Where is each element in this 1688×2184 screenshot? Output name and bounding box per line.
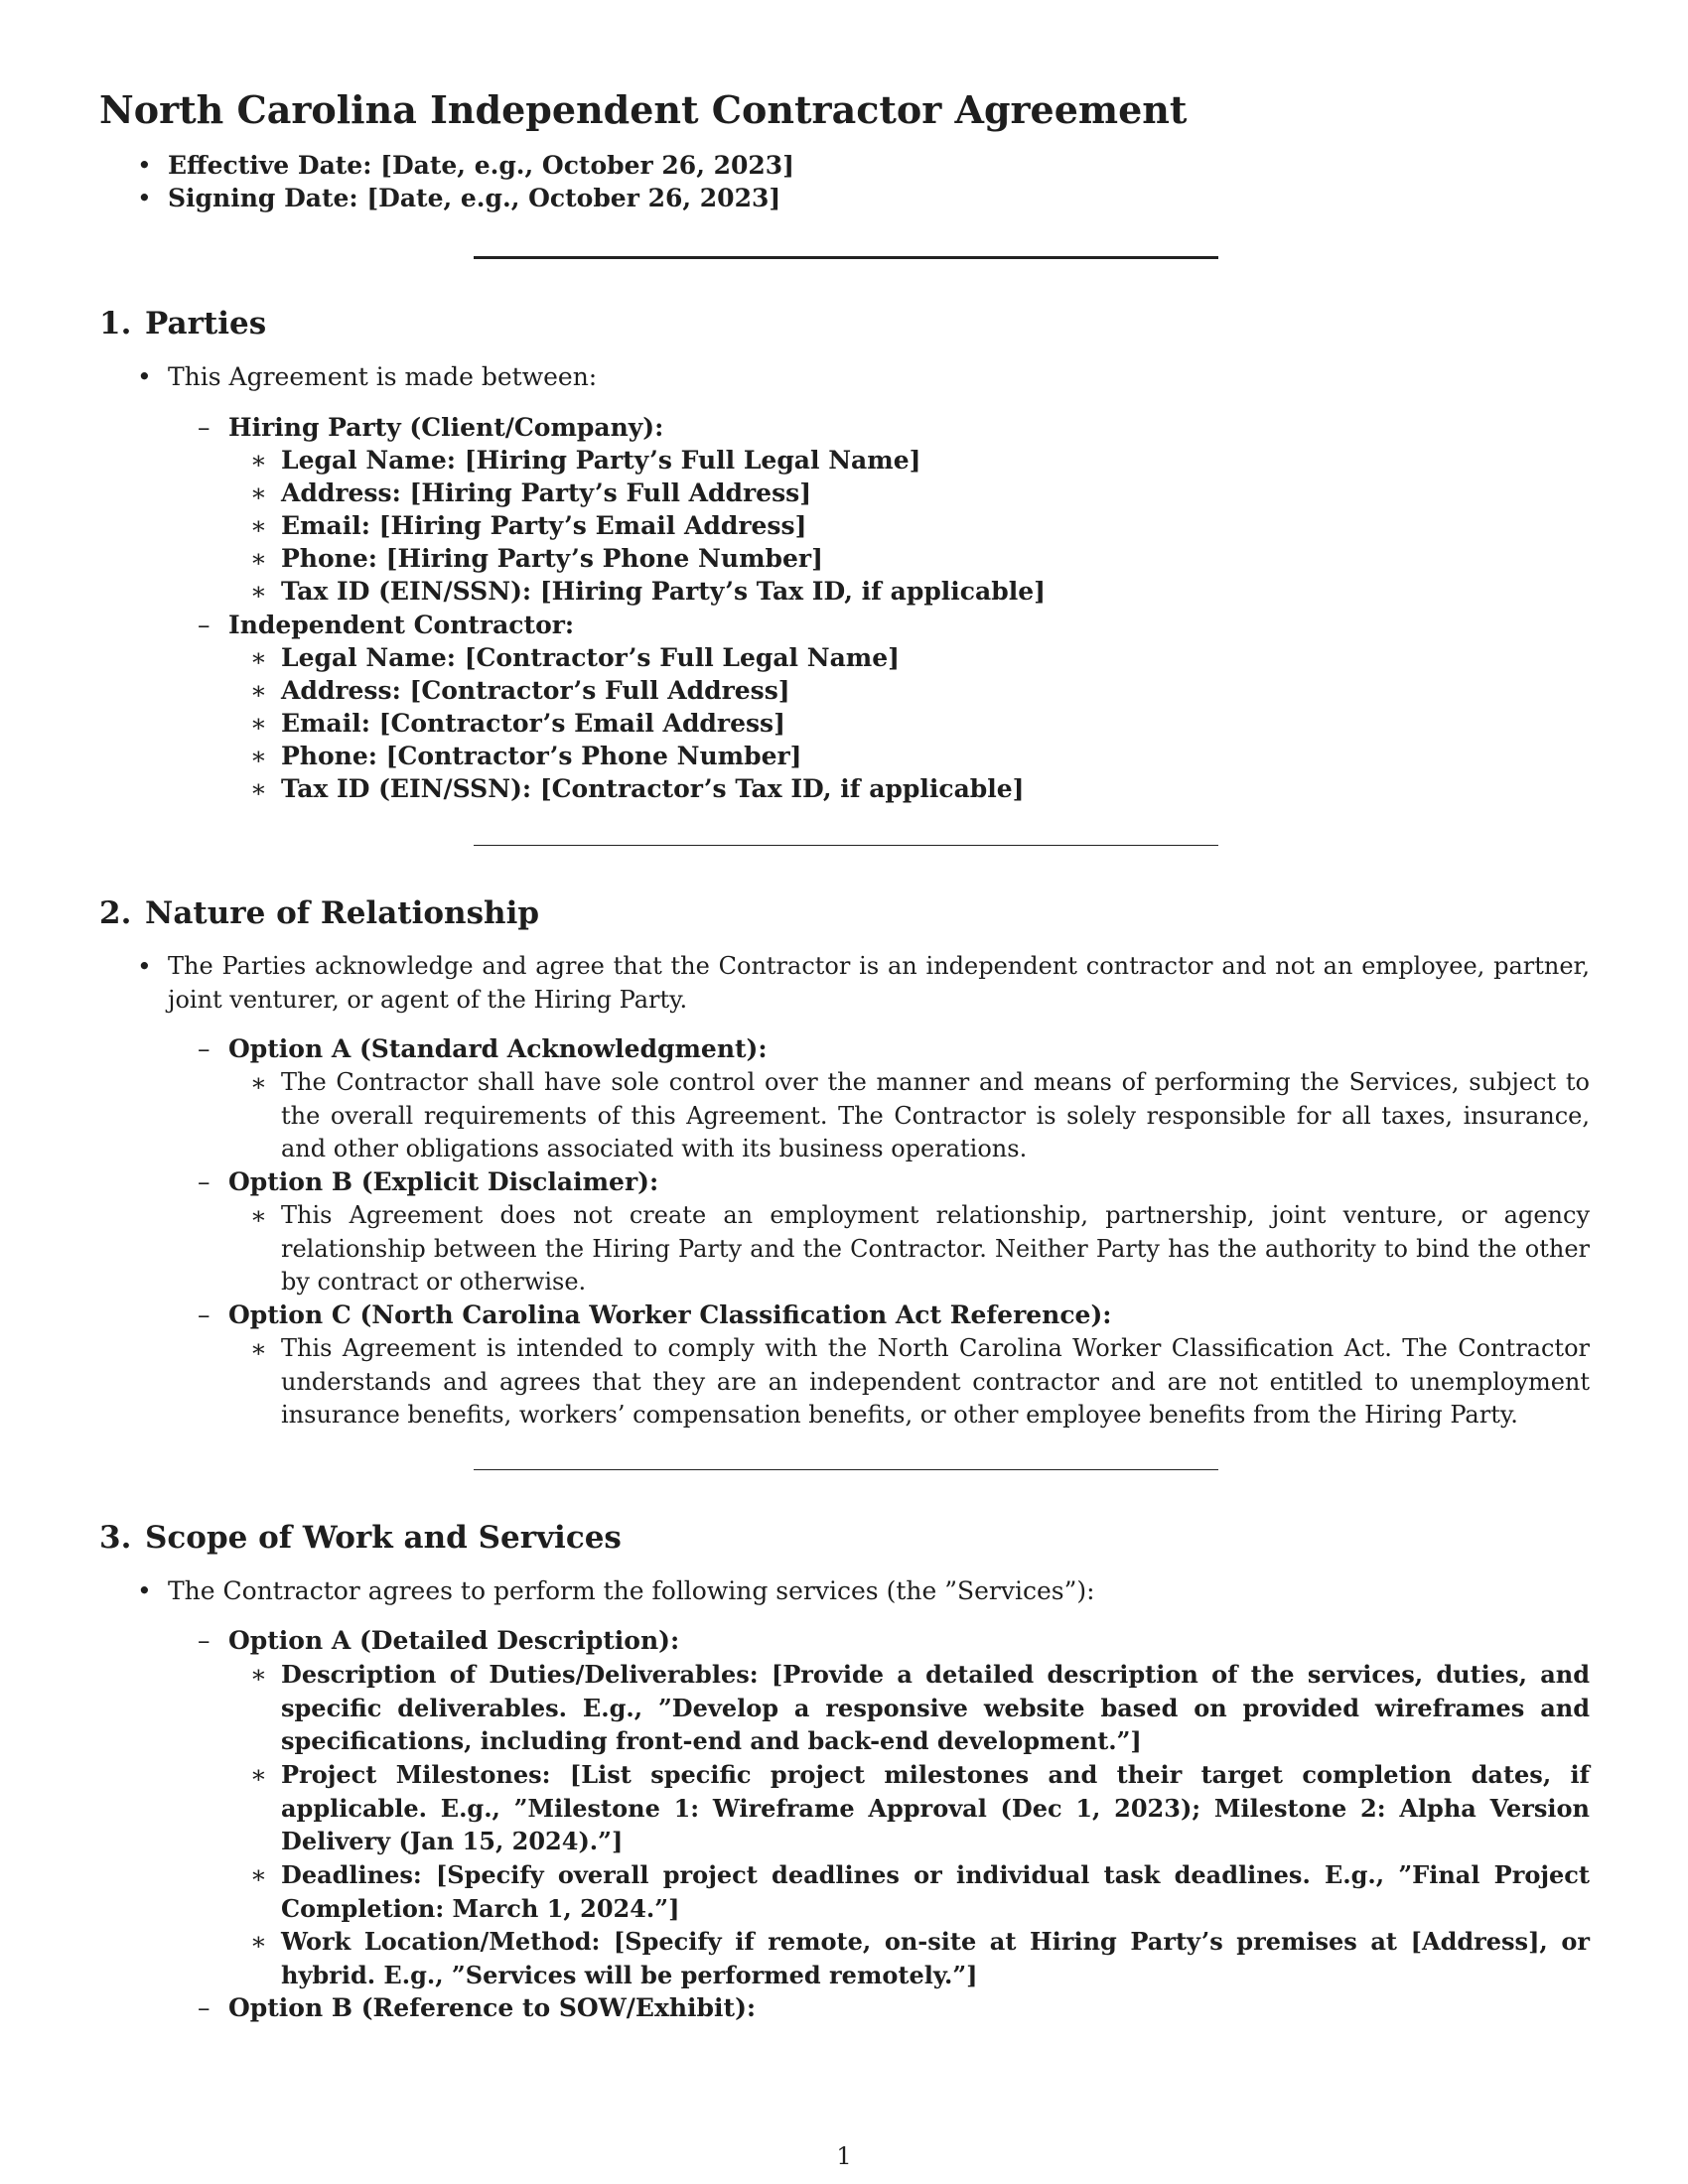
effective-date: Effective Date: [Date, e.g., October 26, 2023] [168, 151, 795, 180]
asterisk-icon: ∗ [250, 1201, 267, 1230]
deadlines: Deadlines: [Specify overall project deadlines or individual task deadlines. E.g., ”Final Project Completion: March 1, 2024.”] [281, 1860, 1590, 1923]
asterisk-icon: ∗ [250, 1927, 267, 1956]
asterisk-icon: ∗ [250, 478, 267, 507]
contractor-phone: Phone: [Contractor’s Phone Number] [281, 742, 802, 770]
hiring-email: Email: [Hiring Party’s Email Address] [281, 511, 807, 540]
bullet-icon: • [137, 184, 152, 212]
option-c-text: This Agreement is intended to comply with the North Carolina Worker Classification Act. The Contractor understands and agrees that they are an independent contractor and are not entitled to unemployment insurance benefits, workers’ compensation benefits, or other employee benefits from the Hiring Party. [281, 1334, 1590, 1429]
document-title: North Carolina Independent Contractor Agreement [99, 87, 1188, 132]
scope-option-a-heading: Option A (Detailed Description): [228, 1626, 680, 1655]
bullet-icon: • [137, 362, 152, 391]
dash-icon: – [198, 1300, 211, 1329]
bullet-icon: • [137, 1576, 152, 1605]
section-title: Scope of Work and Services [145, 1520, 622, 1556]
section-number: 2. [99, 895, 132, 931]
asterisk-icon: ∗ [250, 446, 267, 475]
asterisk-icon: ∗ [250, 676, 267, 705]
contractor-tax-id: Tax ID (EIN/SSN): [Contractor’s Tax ID, if applicable] [281, 774, 1025, 803]
section-divider [474, 845, 1218, 846]
dash-icon: – [198, 1626, 211, 1655]
asterisk-icon: ∗ [250, 774, 267, 803]
dash-icon: – [198, 413, 211, 442]
section-divider [474, 256, 1218, 259]
dash-icon: – [198, 611, 211, 639]
section-number: 1. [99, 306, 132, 341]
section-heading-parties [99, 306, 266, 341]
relationship-intro: The Parties acknowledge and agree that the Contractor is an independent contractor and not an employee, partner, joint venturer, or agent of the Hiring Party. [168, 952, 1590, 1014]
project-milestones: Project Milestones: [List specific project milestones and their target completion dates, if applicable. E.g., ”Milestone 1: Wireframe Approval (Dec 1, 2023); Milestone 2: Alpha Version Delivery (Jan 15, 2024).”] [281, 1760, 1590, 1855]
page-number: 1 [836, 2142, 852, 2170]
section-heading-relationship [99, 895, 539, 931]
deliverables-description: Description of Duties/Deliverables: [Provide a detailed description of the services, duties, and specific deliverables. E.g., ”Develop a responsive website based on provided wireframes and specifications, including front-end and back-end development.”] [281, 1660, 1590, 1755]
hiring-legal-name: Legal Name: [Hiring Party’s Full Legal Name] [281, 446, 921, 475]
asterisk-icon: ∗ [250, 742, 267, 770]
dash-icon: – [198, 1034, 211, 1063]
asterisk-icon: ∗ [250, 544, 267, 573]
option-b-heading: Option B (Explicit Disclaimer): [228, 1167, 659, 1196]
asterisk-icon: ∗ [250, 709, 267, 738]
option-a-text: The Contractor shall have sole control over the manner and means of performing the Services, subject to the overall requirements of this Agreement. The Contractor is solely responsible for all taxes, insurance, and other obligations associated with its business operations. [281, 1068, 1590, 1162]
asterisk-icon: ∗ [250, 643, 267, 672]
parties-intro: This Agreement is made between: [168, 362, 598, 391]
option-b-text: This Agreement does not create an employment relationship, partnership, joint venture, or agency relationship between the Hiring Party and the Contractor. Neither Party has the authority to bind the other by contract or otherwise. [281, 1201, 1590, 1296]
section-title: Parties [145, 306, 267, 341]
contractor-legal-name: Legal Name: [Contractor’s Full Legal Name] [281, 643, 900, 672]
asterisk-icon: ∗ [250, 1760, 267, 1789]
asterisk-icon: ∗ [250, 577, 267, 606]
section-divider [474, 1469, 1218, 1470]
hiring-party-heading: Hiring Party (Client/Company): [228, 413, 664, 442]
contractor-email: Email: [Contractor’s Email Address] [281, 709, 785, 738]
hiring-tax-id: Tax ID (EIN/SSN): [Hiring Party’s Tax ID, if applicable] [281, 577, 1046, 606]
section-title: Nature of Relationship [145, 895, 540, 931]
option-c-heading: Option C (North Carolina Worker Classification Act Reference): [228, 1300, 1112, 1329]
bullet-icon: • [137, 952, 152, 981]
asterisk-icon: ∗ [250, 1334, 267, 1363]
asterisk-icon: ∗ [250, 511, 267, 540]
section-heading-scope [99, 1520, 622, 1556]
scope-option-b-heading: Option B (Reference to SOW/Exhibit): [228, 1993, 757, 2022]
signing-date: Signing Date: [Date, e.g., October 26, 2023] [168, 184, 781, 212]
section-number: 3. [99, 1520, 132, 1556]
contractor-address: Address: [Contractor’s Full Address] [281, 676, 790, 705]
asterisk-icon: ∗ [250, 1660, 267, 1689]
asterisk-icon: ∗ [250, 1068, 267, 1097]
hiring-phone: Phone: [Hiring Party’s Phone Number] [281, 544, 823, 573]
bullet-icon: • [137, 151, 152, 180]
dash-icon: – [198, 1167, 211, 1196]
option-a-heading: Option A (Standard Acknowledgment): [228, 1034, 768, 1063]
contractor-heading: Independent Contractor: [228, 611, 575, 639]
asterisk-icon: ∗ [250, 1860, 267, 1889]
scope-intro: The Contractor agrees to perform the following services (the ”Services”): [168, 1576, 1095, 1605]
dash-icon: – [198, 1993, 211, 2022]
hiring-address: Address: [Hiring Party’s Full Address] [281, 478, 812, 507]
work-location: Work Location/Method: [Specify if remote, on-site at Hiring Party’s premises at [Address], or hybrid. E.g., ”Services will be performed remotely.”] [281, 1927, 1590, 1989]
